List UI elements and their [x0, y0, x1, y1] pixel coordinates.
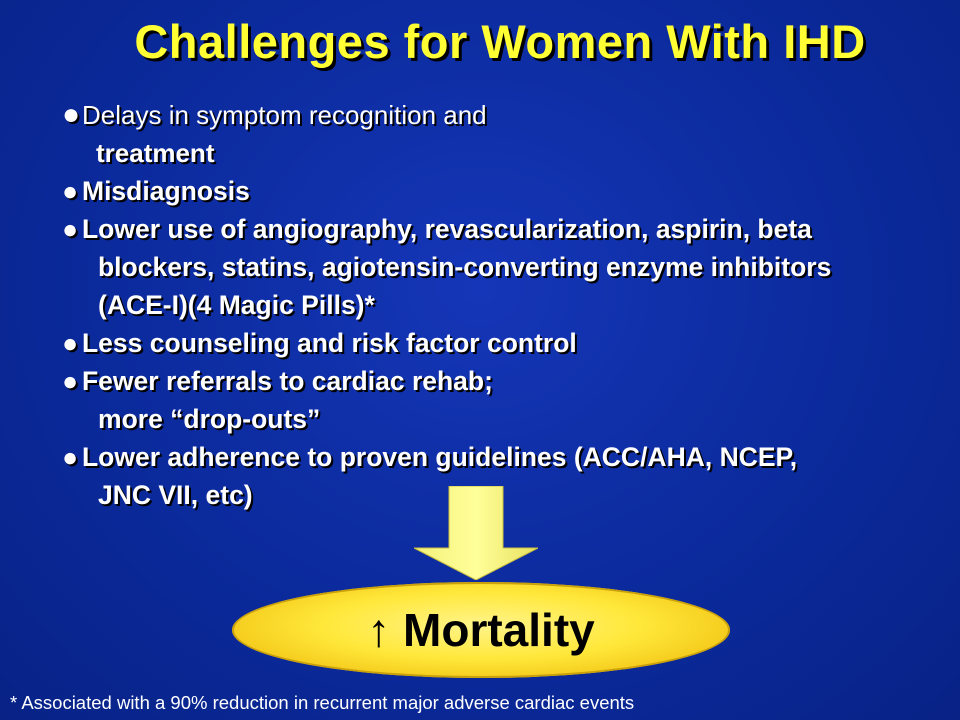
- bullet-item: [62, 210, 942, 324]
- bullet-text: [82, 96, 942, 172]
- bullet-dot: ●: [62, 214, 79, 244]
- bullet-line: JNC VII, etc): [98, 480, 253, 510]
- bullet-line: Lower use of angiography, revascularization, aspirin, beta: [82, 214, 812, 244]
- bullet-line: Misdiagnosis: [82, 176, 250, 206]
- bullet-text: [82, 324, 942, 362]
- bullet-text: [82, 210, 942, 324]
- bullet-item: [62, 362, 942, 438]
- bullet-dot: ●: [62, 328, 79, 358]
- bullet-line: (ACE-I)(4 Magic Pills)*: [98, 290, 375, 320]
- bullet-dot: ●: [62, 442, 79, 472]
- bullet-line: more “drop-outs”: [98, 404, 321, 434]
- bullet-item: [62, 324, 942, 362]
- bullet-list: [62, 96, 942, 514]
- bullet-line: Delays in symptom recognition and: [82, 100, 487, 130]
- bullet-dot: ●: [62, 176, 79, 206]
- bullet-line: blockers, statins, agiotensin-converting enzyme inhibitors: [98, 252, 832, 282]
- bullet-dot: ●: [62, 98, 81, 131]
- bullet-dot: ●: [62, 366, 79, 396]
- down-arrow-icon: [414, 486, 538, 580]
- slide-title: Challenges for Women With IHD: [134, 15, 866, 68]
- footnote: * Associated with a 90% reduction in recurrent major adverse cardiac events: [10, 692, 635, 713]
- bullet-line: Less counseling and risk factor control: [82, 328, 577, 358]
- bullet-item: [62, 172, 942, 210]
- bullet-item: [62, 96, 942, 172]
- bullet-line: treatment: [96, 138, 215, 168]
- bullet-text: [82, 172, 942, 210]
- bullet-line: Fewer referrals to cardiac rehab;: [82, 366, 493, 396]
- bullet-line: Lower adherence to proven guidelines (ACC/AHA, NCEP,: [82, 442, 798, 472]
- outcome-label: ↑ Mortality: [367, 604, 595, 656]
- bullet-text: [82, 362, 942, 438]
